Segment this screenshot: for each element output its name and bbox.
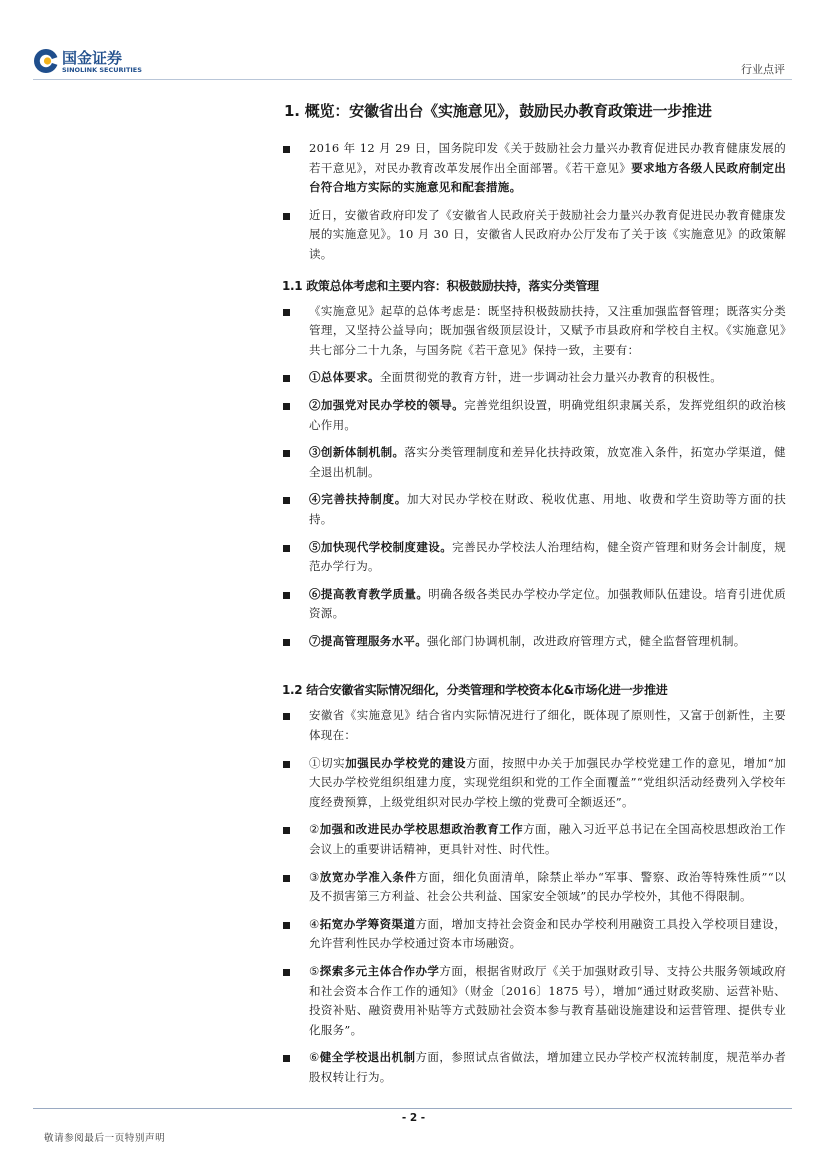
square-bullet-icon [283, 969, 290, 976]
section-1-2-title: 1.2 结合安徽省实际情况细化，分类管理和学校资本化&市场化进一步推进 [282, 683, 668, 698]
square-bullet-icon [283, 497, 290, 504]
body-text: 强化部门协调机制，改进政府管理方式，健全监督管理机制。 [427, 633, 746, 648]
bullet-item [282, 206, 786, 265]
section-1-1-list [282, 302, 786, 652]
bullet-item [282, 632, 786, 652]
body-text: 方面，按照中办关于加强民办学校党建工作的意见，增加“加大民办学校党组织组建力度，实现党组织和党的工作全面覆盖”“党组织活动经费列入学校年度经费预算，上级党组织对民办学校上缴的党费可全额返还”。 [309, 755, 787, 809]
body-text: 明确各级各类民办学校办学定位。加强教师队伍建设。培育引进优质资源。 [309, 586, 786, 621]
body-text: 方面，根据省财政厅《关于加强财政引导、支持公共服务领域政府和社会资本合作工作的通知》（财金〔2016〕1875 号），增加“通过财政奖励、运营补贴、投资补贴、融资费用补贴等方式鼓励社会资本参与教育基础设施建设和运营管理、提供专业化服务”。 [309, 964, 787, 1037]
bullet-item [282, 754, 786, 813]
section-1-list [282, 139, 786, 265]
logo-text-en: SINOLINK SECURITIES [62, 66, 142, 74]
square-bullet-icon [283, 309, 290, 316]
bold-text: ②加强党对民办学校的领导。 [309, 397, 465, 412]
bold-text: 健全学校退出机制 [319, 1050, 416, 1065]
bullet-item [282, 368, 786, 388]
bullet-item [282, 302, 786, 361]
bold-text: ⑦提高管理服务水平。 [309, 633, 427, 648]
bold-text: ③创新体制机制。 [309, 445, 405, 460]
square-bullet-icon [283, 592, 290, 599]
body-text: ⑥ [309, 1050, 320, 1065]
bold-text: 拓宽办学筹资渠道 [319, 916, 416, 931]
bold-text: ④完善扶持制度。 [309, 492, 407, 507]
logo-text-cn: 国金证券 [62, 49, 123, 67]
body-text: 2016 年 12 月 29 日，国务院印发《关于鼓励社会力量兴办教育促进民办教育健康发展的若干意见》，对民办教育改革发展作出全面部署。《若干意见》 [309, 141, 786, 175]
section-1-2-list [282, 706, 786, 1087]
bullet-item [282, 139, 786, 198]
body-text: 落实分类管理制度和差异化扶持政策，放宽准入条件，拓宽办学渠道，健全退出机制。 [309, 445, 786, 479]
body-text: ② [309, 822, 320, 837]
square-bullet-icon [283, 875, 290, 882]
footer-disclaimer: 敬请参阅最后一页特别声明 [44, 1133, 166, 1144]
sinolink-logo-mark-icon [33, 48, 59, 74]
bullet-item [282, 868, 786, 907]
body-text: 方面，增加支持社会资金和民办学校利用融资工具投入学校项目建设，允许营利性民办学校通过资本市场融资。 [309, 916, 786, 951]
body-text: ④ [309, 916, 320, 931]
square-bullet-icon [283, 827, 290, 834]
body-text: 《实施意见》起草的总体考虑是：既坚持积极鼓励扶持，又注重加强监督管理；既落实分类管理，又坚持公益导向；既加强省级顶层设计，又赋予市县政府和学校自主权。《实施意见》共七部分二十九条，与国务院《若干意见》保持一致，主要有： [309, 303, 786, 357]
square-bullet-icon [283, 403, 290, 410]
bold-text: 加强和改进民办学校思想政治教育工作 [319, 822, 524, 837]
bullet-item [282, 962, 786, 1040]
body-text: 加大对民办学校在财政、税收优惠、用地、收费和学生资助等方面的扶持。 [309, 492, 786, 526]
square-bullet-icon [283, 713, 290, 720]
body-text: 方面，融入习近平总书记在全国高校思想政治工作会议上的重要讲话精神，更具针对性、时代性。 [309, 822, 786, 857]
document-type-label: 行业点评 [741, 63, 785, 76]
square-bullet-icon [283, 922, 290, 929]
body-text: ①切实 [309, 755, 346, 770]
bullet-item [282, 706, 786, 745]
section-1-1-title: 1.1 政策总体考虑和主要内容：积极鼓励扶持，落实分类管理 [282, 278, 599, 293]
bold-text: 放宽办学准入条件 [319, 869, 417, 884]
report-body [282, 100, 786, 1096]
square-bullet-icon [283, 375, 290, 382]
square-bullet-icon [283, 146, 290, 153]
square-bullet-icon [283, 639, 290, 646]
header-divider [33, 79, 792, 80]
bold-text: ①总体要求。 [309, 370, 380, 385]
page-number: - 2 - [401, 1112, 426, 1124]
bold-text: 要求地方各级人民政府制定出台符合地方实际的实施意见和配套措施。 [309, 160, 786, 195]
square-bullet-icon [283, 1055, 290, 1062]
bullet-item [282, 396, 786, 435]
bullet-item [282, 490, 786, 529]
bold-text: 加强民办学校党的建设 [345, 755, 466, 770]
body-text: 近日，安徽省政府印发了《安徽省人民政府关于鼓励社会力量兴办教育促进民办教育健康发展的实施意见》。10 月 30 日，安徽省人民政府办公厅发布了关于该《实施意见》的政策解读。 [309, 207, 786, 261]
square-bullet-icon [283, 545, 290, 552]
bullet-item [282, 820, 786, 859]
body-text: ③ [309, 869, 320, 884]
body-text: ⑤ [309, 964, 320, 978]
bullet-item [282, 1048, 786, 1087]
square-bullet-icon [283, 213, 290, 220]
company-logo [33, 46, 151, 78]
bold-text: ⑤加快现代学校制度建设。 [309, 539, 453, 554]
body-text: 全面贯彻党的教育方针，进一步调动社会力量兴办教育的积极性。 [379, 370, 723, 385]
bullet-item [282, 915, 786, 954]
square-bullet-icon [283, 761, 290, 768]
body-text: 完善民办学校法人治理结构，健全资产管理和财务会计制度，规范办学行为。 [309, 539, 786, 574]
body-text: 安徽省《实施意见》结合省内实际情况进行了细化，既体现了原则性，又富于创新性，主要体现在： [309, 708, 786, 743]
body-text: 方面，参照试点省做法，增加建立民办学校产权流转制度，规范举办者股权转让行为。 [309, 1050, 786, 1084]
bold-text: ⑥提高教育教学质量。 [309, 586, 429, 601]
bullet-item [282, 443, 786, 482]
bold-text: 探索多元主体合作办学 [319, 964, 440, 978]
footer-divider [33, 1108, 792, 1109]
section-1-title: 1. 概览：安徽省出台《实施意见》，鼓励民办教育政策进一步推进 [284, 102, 712, 120]
bullet-item [282, 538, 786, 577]
bullet-item [282, 585, 786, 624]
body-text: 完善党组织设置，明确党组织隶属关系，发挥党组织的政治核心作用。 [309, 397, 786, 432]
square-bullet-icon [283, 450, 290, 457]
body-text: 方面，细化负面清单，除禁止举办“军事、警察、政治等特殊性质”“以及不损害第三方利益、社会公共利益、国家安全领域”的民办学校外，其他不得限制。 [309, 869, 787, 904]
